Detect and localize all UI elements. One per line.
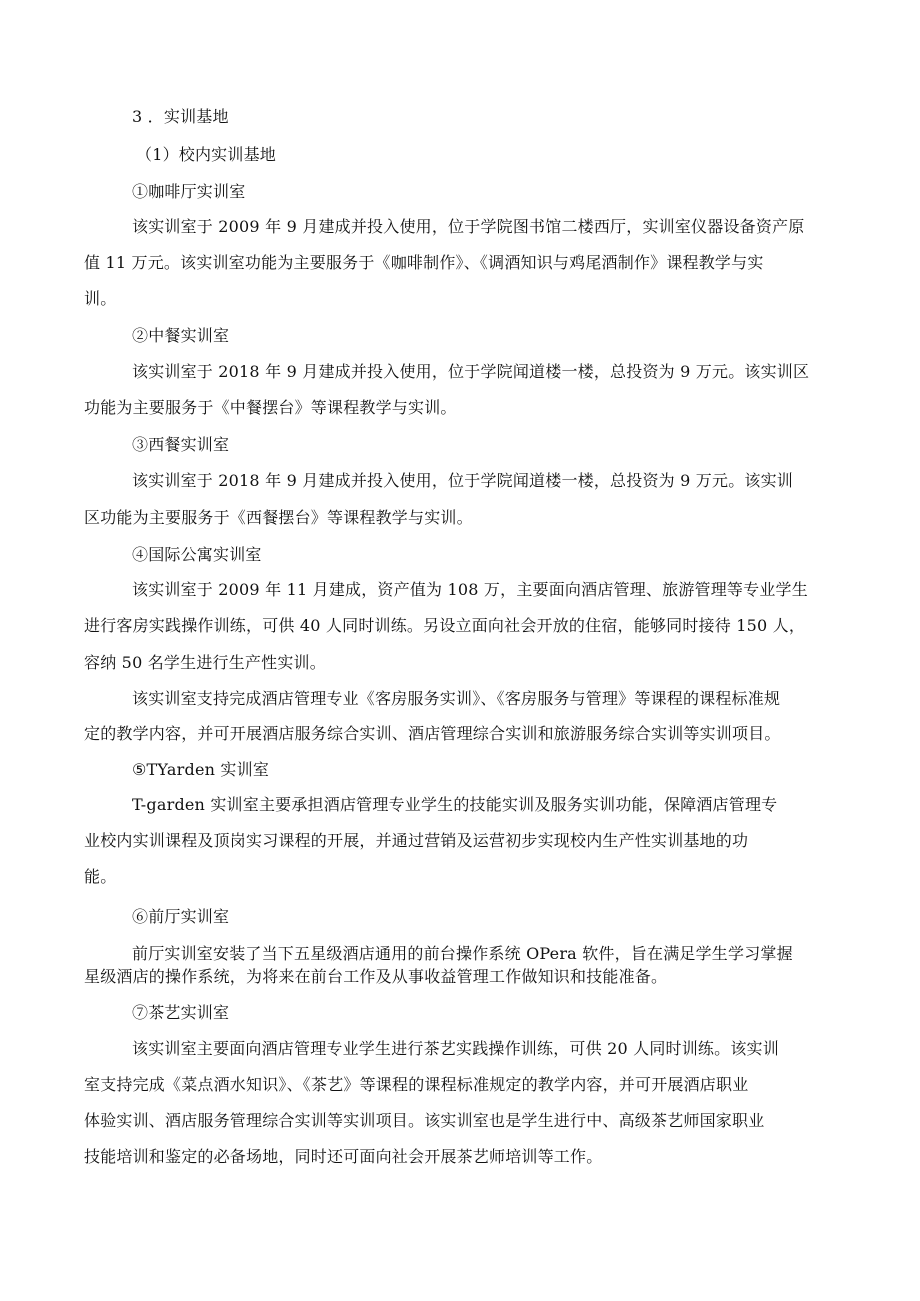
- paragraph-line: 该实训室于 2009 年 11 月建成，资产值为 108 万，主要面向酒店管理、旅游管理等专业学生: [132, 580, 808, 599]
- paragraph-line: 能。: [84, 867, 117, 886]
- paragraph-line: 进行客房实践操作训练，可供 40 人同时训练。另设立面向社会开放的住宿，能够同时接待 150 人，: [84, 616, 806, 635]
- room-title-tgarden: ⑤TYarden 实训室: [132, 760, 270, 779]
- room-title-western: ③西餐实训室: [132, 435, 230, 454]
- paragraph-line: 容纳 50 名学生进行生产性实训。: [84, 653, 326, 672]
- paragraph-line: 技能培训和鉴定的必备场地，同时还可面向社会开展茶艺师培训等工作。: [84, 1147, 603, 1166]
- paragraph-line: 业校内实训课程及顶岗实习课程的开展，并通过营销及运营初步实现校内生产性实训基地的功: [84, 831, 749, 850]
- paragraph-line: 定的教学内容，并可开展酒店服务综合实训、酒店管理综合实训和旅游服务综合实训等实训项目。: [84, 724, 781, 743]
- paragraph-line: 星级酒店的操作系统，为将来在前台工作及从事收益管理工作做知识和技能准备。: [84, 967, 668, 986]
- paragraph-line: 训。: [84, 289, 117, 308]
- paragraph-line: 该实训室于 2018 年 9 月建成并投入使用，位于学院闻道楼一楼，总投资为 9 万元。该实训区: [132, 362, 810, 381]
- paragraph-line: 该实训室主要面向酒店管理专业学生进行茶艺实践操作训练，可供 20 人同时训练。该实训: [132, 1039, 779, 1058]
- paragraph-line: 前厅实训室安装了当下五星级酒店通用的前台操作系统 OPera 软件，旨在满足学生学习掌握: [132, 944, 793, 963]
- paragraph-line: 该实训室于 2009 年 9 月建成并投入使用，位于学院图书馆二楼西厅，实训室仪器设备资产原: [132, 217, 805, 236]
- section-heading: 3 ．实训基地: [132, 107, 229, 126]
- room-title-front-desk: ⑥前厅实训室: [132, 907, 230, 926]
- paragraph-line: 室支持完成《菜点酒水知识》、《茶艺》等课程的课程标准规定的教学内容，并可开展酒店职业: [84, 1075, 749, 1094]
- paragraph-line: 该实训室支持完成酒店管理专业《客房服务实训》、《客房服务与管理》等课程的课程标准规: [132, 689, 781, 708]
- room-title-chinese: ②中餐实训室: [132, 326, 230, 345]
- paragraph-line: 体验实训、酒店服务管理综合实训等实训项目。该实训室也是学生进行中、高级茶艺师国家职业: [84, 1111, 765, 1130]
- paragraph-line: T-garden 实训室主要承担酒店管理专业学生的技能实训及服务实训功能，保障酒店管理专: [132, 795, 778, 814]
- room-title-coffee: ①咖啡厅实训室: [132, 182, 246, 201]
- paragraph-line: 区功能为主要服务于《西餐摆台》等课程教学与实训。: [84, 508, 473, 527]
- paragraph-line: 值 11 万元。该实训室功能为主要服务于《咖啡制作》、《调酒知识与鸡尾酒制作》课程教学与实: [84, 253, 764, 272]
- paragraph-line: 该实训室于 2018 年 9 月建成并投入使用，位于学院闻道楼一楼，总投资为 9 万元。该实训: [132, 471, 793, 490]
- subsection-heading: （1）校内实训基地: [136, 145, 276, 164]
- room-title-apartment: ④国际公寓实训室: [132, 545, 262, 564]
- room-title-tea: ⑦茶艺实训室: [132, 1003, 230, 1022]
- paragraph-line: 功能为主要服务于《中餐摆台》等课程教学与实训。: [84, 398, 457, 417]
